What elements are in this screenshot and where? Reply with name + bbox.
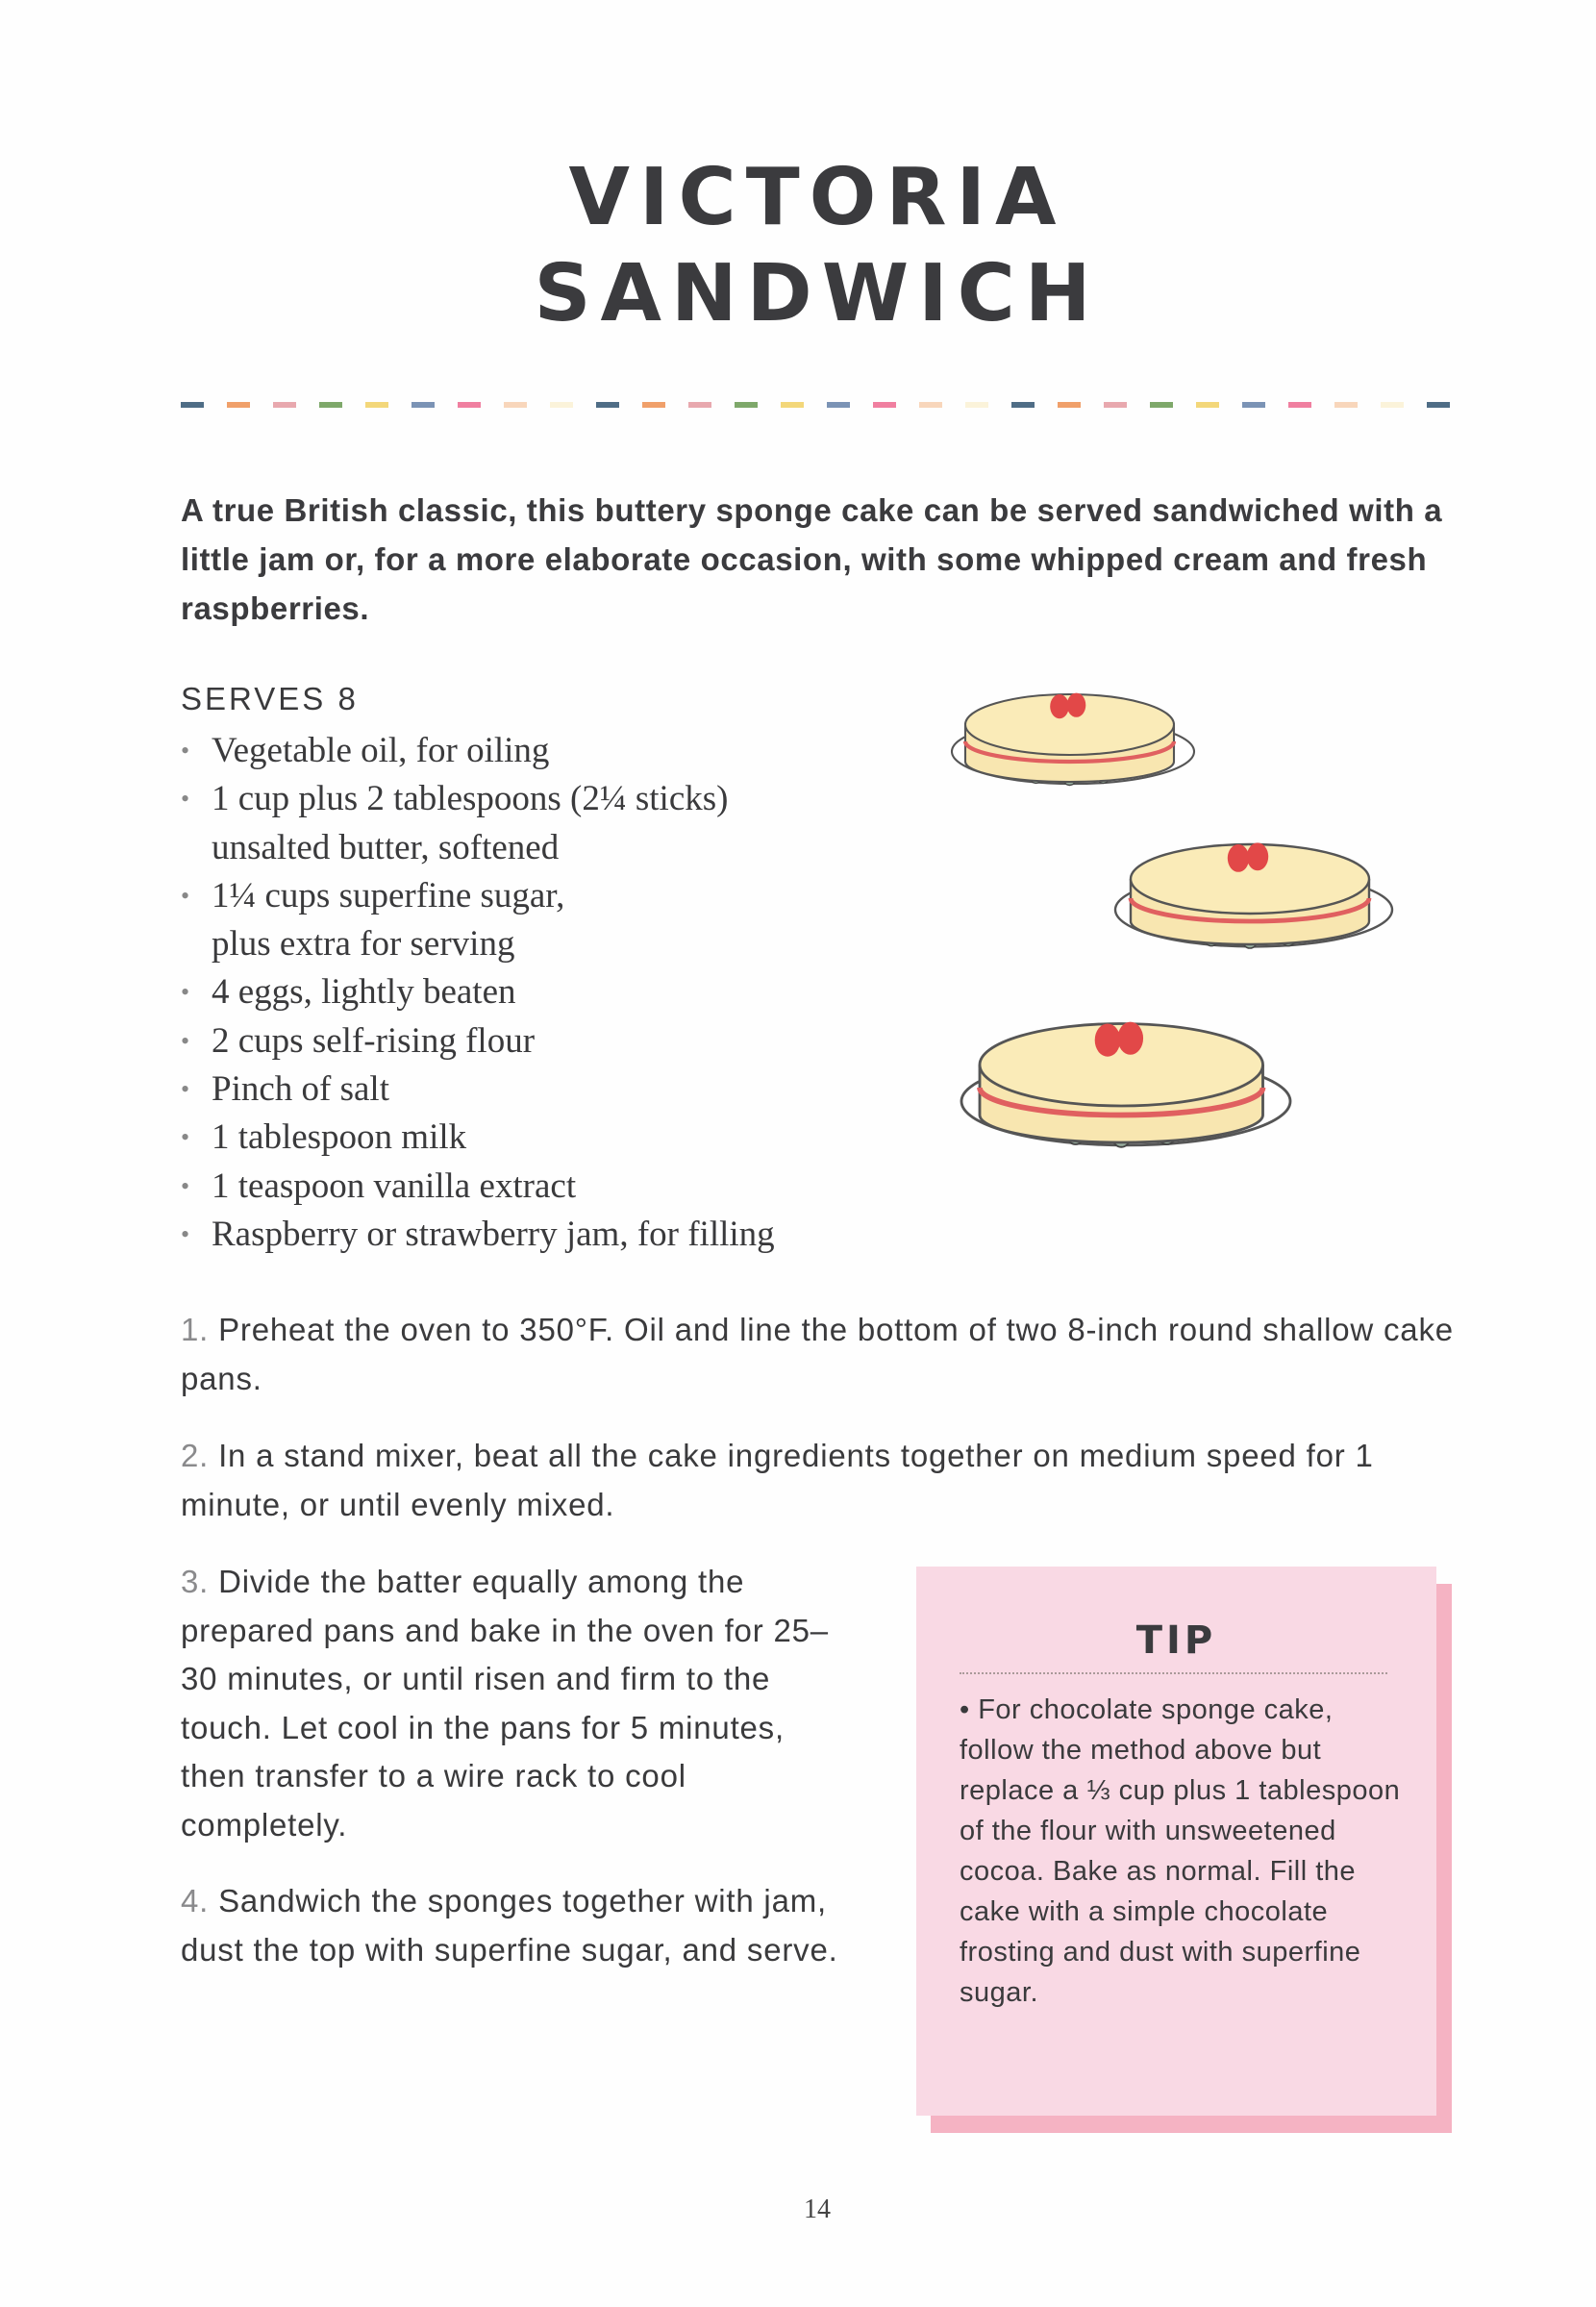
divider-dash	[1334, 402, 1358, 408]
divider-dash	[827, 402, 850, 408]
tip-heading: TIP	[1135, 1618, 1217, 1663]
title-line-2: SANDWICH	[534, 248, 1101, 339]
divider-dash	[688, 402, 711, 408]
method-step: 4. Sandwich the sponges together with jam, dust the top with superfine sugar, and serve.	[181, 1883, 838, 1968]
cake-illustration	[952, 693, 1194, 786]
divider-dash	[181, 402, 204, 408]
ingredient: • 4 eggs, lightly beaten	[181, 972, 516, 1013]
intro-text: A true British classic, this buttery sponge cake can be served sandwiched with a little jam or, for a more elaborate occasion, with some whipped cream and fresh raspberries.	[181, 492, 1443, 626]
ingredient: • Raspberry or strawberry jam, for filling	[181, 1214, 775, 1254]
ingredient: • 1 cup plus 2 tablespoons (2¼ sticks) unsalted butter, softened	[181, 779, 729, 867]
method-step: 2. In a stand mixer, beat all the cake ingredients together on medium speed for 1 minute, or until evenly mixed.	[181, 1438, 1374, 1522]
title-line-1: VICTORIA	[568, 152, 1066, 243]
divider-dash	[735, 402, 758, 408]
divider-dash	[596, 402, 619, 408]
tip-divider	[960, 1672, 1387, 1674]
ingredient: • 1 tablespoon milk	[181, 1117, 467, 1158]
tip-box	[916, 1567, 1436, 2116]
divider-dash	[642, 402, 665, 408]
divider-dash	[365, 402, 388, 408]
divider-dash	[550, 402, 573, 408]
divider-dash	[1288, 402, 1311, 408]
divider-dash	[319, 402, 342, 408]
tip-text: • For chocolate sponge cake, follow the method above but replace a ⅓ cup plus 1 tablespoon of the flour with unsweetened cocoa. Bake as normal. Fill the cake with a simple chocolate frosting and dust with superfine sugar.	[960, 1694, 1401, 2008]
divider-dash	[1104, 402, 1127, 408]
divider-dash	[411, 402, 435, 408]
divider-dash	[1381, 402, 1404, 408]
divider-dash	[1058, 402, 1081, 408]
divider-dash	[1242, 402, 1265, 408]
serves-label: SERVES 8	[181, 681, 359, 716]
ingredient-list	[181, 727, 854, 1259]
ingredient: • Vegetable oil, for oiling	[181, 731, 550, 770]
cake-illustrations	[947, 688, 1409, 1236]
divider-dash	[504, 402, 527, 408]
divider-dash	[273, 402, 296, 408]
divider-dash	[965, 402, 988, 408]
divider-dash	[1196, 402, 1219, 408]
divider-dash	[227, 402, 250, 408]
ingredient: • Pinch of salt	[181, 1069, 389, 1110]
ingredient: • 2 cups self-rising flour	[181, 1020, 536, 1061]
divider-dash	[1427, 402, 1450, 408]
page-number: 14	[804, 2194, 831, 2224]
divider-dash	[1011, 402, 1035, 408]
divider-dash	[873, 402, 896, 408]
method-step: 3. Divide the batter equally among the prepared pans and bake in the oven for 25–30 minutes, or until risen and firm to the touch. Let cool in the pans for 5 minutes, then transfer to a wire rack to cool completely.	[181, 1564, 829, 1843]
colored-dash-divider	[181, 402, 1450, 412]
divider-dash	[1150, 402, 1173, 408]
ingredient: • 1 teaspoon vanilla extract	[181, 1166, 577, 1206]
divider-dash	[919, 402, 942, 408]
cake-illustration	[1115, 842, 1392, 948]
ingredient: • 1¼ cups superfine sugar, plus extra for serving	[181, 875, 565, 965]
cake-illustration	[961, 1022, 1290, 1147]
method-step: 1. Preheat the oven to 350°F. Oil and line the bottom of two 8-inch round shallow cake pans.	[181, 1312, 1454, 1396]
divider-dash	[458, 402, 481, 408]
divider-dash	[781, 402, 804, 408]
